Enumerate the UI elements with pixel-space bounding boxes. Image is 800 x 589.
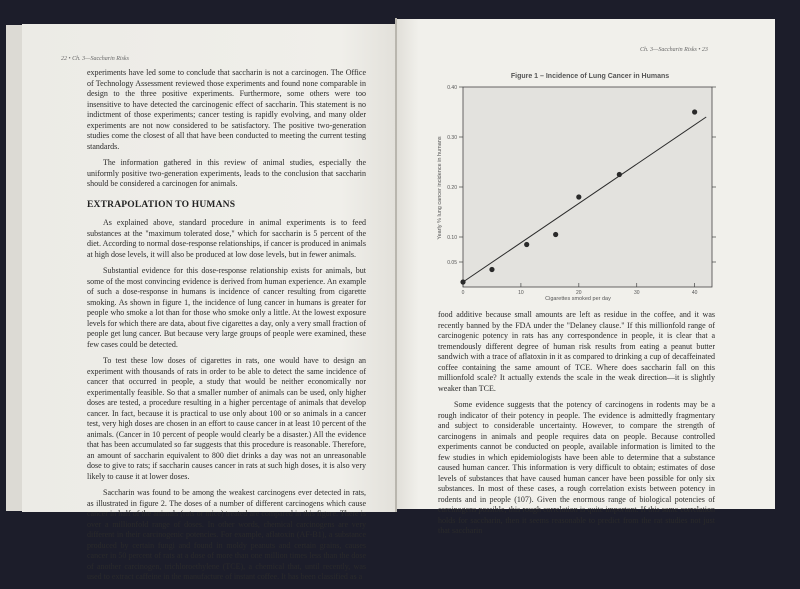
y-tick-label: 0.20 [447,185,457,191]
data-point [617,172,622,177]
y-tick-label: 0.40 [447,85,457,91]
paragraph: Substantial evidence for this dose-response relationship exists for animals, but some of the most convincing evidence is derived from human experience. An example of such a dose-response in humans is incidence of cancer resulting from cigarette smoking. As shown in figure 1, the incidence of lung cancer in humans is greater for people who smoke a lot than for those who smoke only a little. At the lowest exposure levels for which there are data, about five cigarettes a day, only a very small fraction of people get lung cancer. But because very large groups of people were examined, these few cases could be detected. [87,266,366,349]
x-tick-label: 20 [576,290,582,296]
y-tick-label: 0.10 [447,235,457,241]
data-point [553,232,558,237]
left-running-head: 22 • Ch. 3—Saccharin Risks [61,56,129,62]
data-point [692,109,697,114]
paragraph: As explained above, standard procedure in animal experiments is to feed substances at the "maximum tolerated dose," which for saccharin is 5 percent of the diet. According to normal dose-response relationships, if cancer is produced in animals at high dose levels, it will also be produced at low dose levels, but in fewer animals. [87,218,366,259]
paragraph: Some evidence suggests that the potency of carcinogens in rodents may be a rough indicator of their potency in people. The evidence is admittedly fragmentary and subject to considerable uncertainty. However, to compare the strength of carcinogens in animals and people requires data on people. Because controlled experiments cannot be conducted on people, available information is limited to the few studies in which epidemiologists have been able to determine that a substance caused human cancer. This information is very difficult to obtain; estimates of dose levels of substances that have caused human cancer have been possible for only six substances. In most of these cases, a rough correlation exists between potency in rodents and in people (107). Given the enormous range of biological potencies of carcinogens possible, this rough correlation is quite important. If this same correlation holds for saccharin, then it seems reasonable to predict from the rat studies not just that saccharin [438,400,715,535]
y-axis-label: Yearly % lung cancer incidence in humans [437,136,443,240]
paragraph: food additive because small amounts are left as residue in the coffee, and it was recently banned by the FDA under the "Delaney clause." If this millionfold range of carcinogenic potency in rats has any correspondence in people, it is clear that a tremendously different degree of human risk results from eating a peanut butter sandwich with a trace of aflatoxin in it as compared to drinking a cup of decaffeinated coffee containing the same amount of TCE. Where does saccharin fall on this millionfold scale? It actually extends the scale in the weak direction—it is slightly weaker than TCE. [438,310,715,393]
data-point [524,242,529,247]
paragraph: Saccharin was found to be among the weakest carcinogens ever detected in rats, as illustrated in figure 2. The doses of a number of different carcinogens which cause cancer in half of the animals (rats or mice) treated are compared in this figure. There is over a millionfold range of doses. In other words, chemical carcinogens are very different in their carcinogenic potencies. For example, aflatoxin (AF-B1), a substance produced by certain fungi and found in moldy peanuts and certain grains, causes cancer in 50 percent of rats at a dose of more than one million times less than the dose of another carcinogen, trichloroethylene (TCE), a chemical that, until recently, was used to extract caffeine in the manufacture of instant coffee. It has been classified as a [87,488,366,581]
y-tick-label: 0.05 [447,260,457,266]
right-running-head: Ch. 3—Saccharin Risks • 23 [640,47,708,53]
paragraph: The information gathered in this review of animal studies, especially the uniformly positive two-generation experiments, leads to the conclusion that saccharin should be considered a carcinogen for animals. [87,158,366,188]
y-tick-label: 0.30 [447,135,457,141]
chart-title: Figure 1 – Incidence of Lung Cancer in Humans [510,73,670,80]
x-tick-label: 10 [518,290,524,296]
paragraph: To test these low doses of cigarettes in rats, one would have to design an experiment with thousands of rats in order to be able to detect the same incidence of cancer that occurred in people, a study that would be neither economically nor experimentally feasible. So that a smaller number of animals can be used, only higher doses are tested, a procedure resulting in a higher percentage of animals that develop cancer. In fact, because it is practical to use only about 100 or so animals in a cancer test, very high doses are chosen in an effort to cause cancer in at least 10 percent of the animals. (Cancer in 10 percent of people would clearly be a disaster.) All the evidence that has been accumulated so far suggests that this procedure is reasonable. Therefore, an amount of saccharin equivalent to 800 diet drinks a day was not an unreasonable dose to give to rats; if saccharin causes cancer in rats at such high doses, it is also very likely to cause it at lower doses. [87,356,366,481]
paragraph: experiments have led some to conclude that saccharin is not a carcinogen. The Office of Technology Assessment reviewed those experiments and found none comparable in design to the three positive experiments. Furthermore, some others were too insensitive to have detected the carcinogenic effect of saccharin. This statement is no indictment of those experiments; cancer testing is rapidly evolving, and many older experiments are not now considered to be satisfactory. The positive two-generation studies come the closest of all that have been conducted to meeting the current testing standards. [87,68,366,151]
x-tick-label: 40 [691,290,698,296]
section-heading: EXTRAPOLATION TO HUMANS [87,199,236,210]
data-point [460,279,465,284]
data-point [489,267,494,272]
x-tick-label: 30 [633,290,640,296]
data-point [576,194,581,199]
x-axis-label: Cigarettes smoked per day [545,296,611,302]
x-tick-label: 0 [461,290,465,296]
